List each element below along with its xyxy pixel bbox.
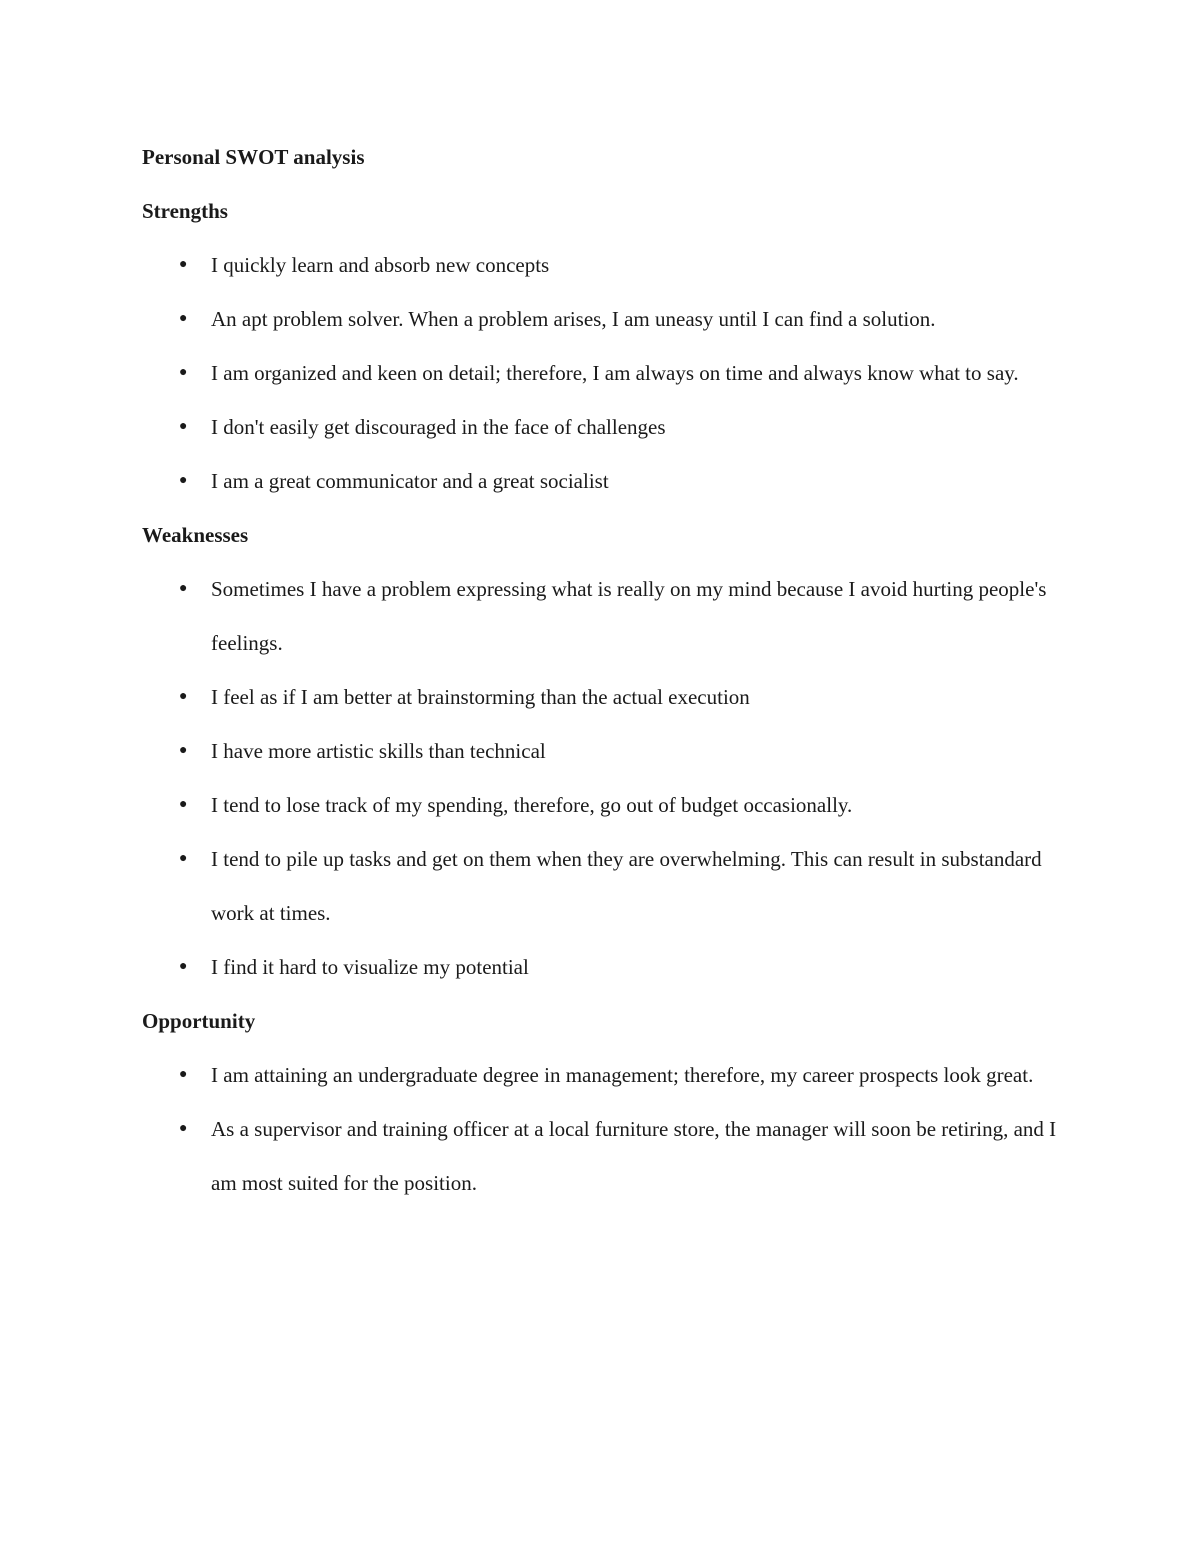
- bullet-icon: ●: [179, 743, 188, 758]
- list-item: [142, 832, 1067, 940]
- section-heading-opportunity: Opportunity: [142, 1009, 256, 1033]
- document-body: [142, 130, 1067, 1210]
- list-item: [142, 454, 1067, 508]
- bullet-icon: ●: [179, 1067, 188, 1082]
- list-item-text: An apt problem solver. When a problem arises, I am uneasy until I can find a solution.: [211, 307, 936, 331]
- strengths-list: [142, 238, 1067, 508]
- list-item-text: I am organized and keen on detail; therefore, I am always on time and always know what to say.: [211, 361, 1019, 385]
- bullet-icon: ●: [179, 581, 188, 596]
- list-item: [142, 778, 1067, 832]
- list-item: [142, 670, 1067, 724]
- list-item: [142, 724, 1067, 778]
- bullet-icon: ●: [179, 311, 188, 326]
- list-item-text: I have more artistic skills than technical: [211, 739, 546, 763]
- list-item: [142, 400, 1067, 454]
- bullet-icon: ●: [179, 797, 188, 812]
- list-item-text: I am a great communicator and a great socialist: [211, 469, 609, 493]
- list-item-text: I tend to lose track of my spending, therefore, go out of budget occasionally.: [211, 793, 853, 817]
- list-item-text: I quickly learn and absorb new concepts: [211, 253, 550, 277]
- bullet-icon: ●: [179, 257, 188, 272]
- list-item: [142, 562, 1067, 670]
- bullet-icon: ●: [179, 1121, 188, 1136]
- section-heading-strengths: Strengths: [142, 199, 228, 223]
- list-item: [142, 346, 1067, 400]
- section-heading-weaknesses: Weaknesses: [142, 523, 249, 547]
- list-item-text: I tend to pile up tasks and get on them when they are overwhelming. This can result in substandard work at times.: [211, 847, 1042, 925]
- bullet-icon: ●: [179, 689, 188, 704]
- document-title: Personal SWOT analysis: [142, 145, 365, 169]
- list-item-text: I feel as if I am better at brainstorming than the actual execution: [211, 685, 750, 709]
- bullet-icon: ●: [179, 851, 188, 866]
- list-item: [142, 238, 1067, 292]
- list-item-text: I don't easily get discouraged in the face of challenges: [211, 415, 666, 439]
- list-item: [142, 1048, 1067, 1102]
- bullet-icon: ●: [179, 419, 188, 434]
- list-item: [142, 1102, 1067, 1210]
- list-item-text: I find it hard to visualize my potential: [211, 955, 529, 979]
- bullet-icon: ●: [179, 365, 188, 380]
- bullet-icon: ●: [179, 473, 188, 488]
- list-item: [142, 292, 1067, 346]
- weaknesses-list: [142, 562, 1067, 994]
- list-item-text: I am attaining an undergraduate degree in management; therefore, my career prospects look great.: [211, 1063, 1034, 1087]
- list-item-text: As a supervisor and training officer at a local furniture store, the manager will soon be retiring, and I am most suited for the position.: [211, 1117, 1057, 1195]
- bullet-icon: ●: [179, 959, 188, 974]
- opportunity-list: [142, 1048, 1067, 1210]
- list-item-text: Sometimes I have a problem expressing what is really on my mind because I avoid hurting people's feelings.: [211, 577, 1047, 655]
- list-item: [142, 940, 1067, 994]
